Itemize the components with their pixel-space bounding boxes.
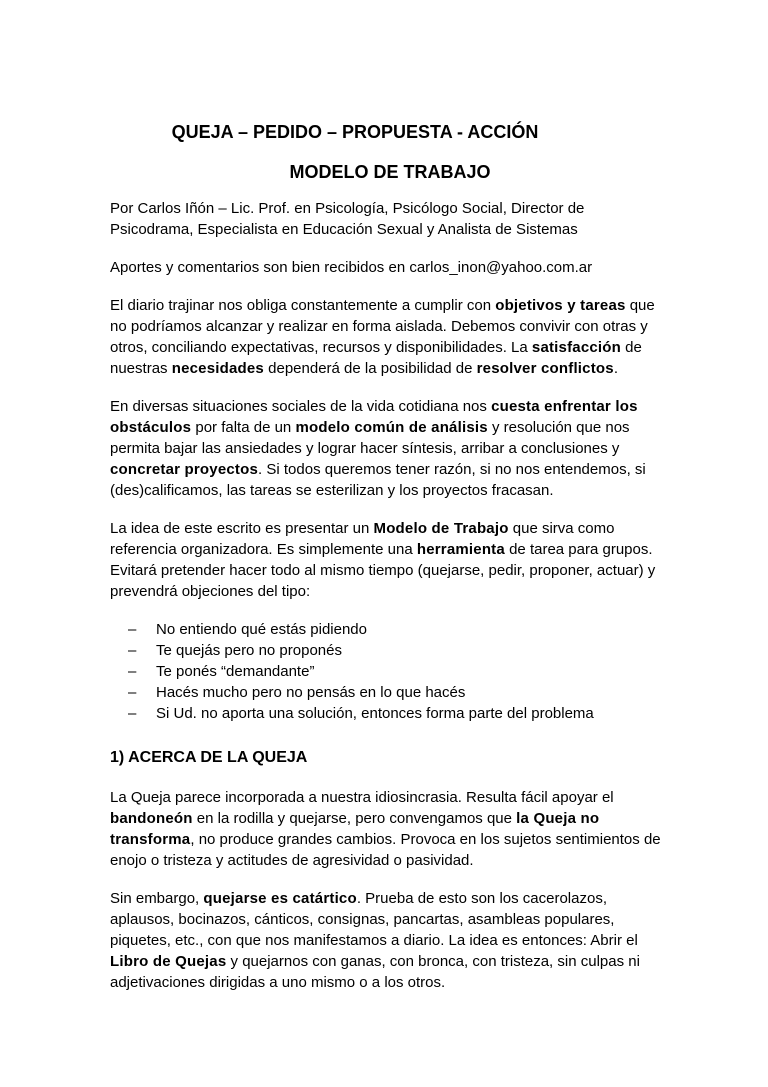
text-run: La Queja parece incorporada a nuestra idiosincrasia. Resulta fácil apoyar el (110, 789, 614, 806)
bold-run: Libro de Quejas (110, 953, 227, 970)
dash-bullet: – (128, 663, 137, 680)
list-item (110, 619, 670, 640)
list-item-text: Hacés mucho pero no pensás en lo que hacés (156, 684, 466, 701)
bold-run: necesidades (171, 360, 264, 377)
paragraph-model (110, 518, 670, 602)
list-item-text: No entiendo qué estás pidiendo (156, 621, 367, 638)
list-item (110, 703, 670, 724)
document-subtitle: MODELO DE TRABAJO (289, 162, 491, 182)
bold-run: cuesta enfrentar los obstáculos (110, 398, 638, 436)
paragraph-catharsis (110, 888, 670, 993)
paragraph-obstacles (110, 396, 670, 501)
paragraph-objectives (110, 295, 670, 379)
section-heading: 1) ACERCA DE LA QUEJA (110, 749, 308, 766)
bold-run: objetivos y tareas (495, 297, 626, 314)
text-run: que no podríamos alcanzar y realizar en forma aislada. Debemos convivir con otras y otros, conciliando expectativas, recursos y disponibilidades. La (110, 297, 655, 356)
bold-run: quejarse es catártico (203, 890, 357, 907)
text-run: , no produce grandes cambios. Provoca en los sujetos sentimientos de enojo o tristeza y actitudes de agresividad o pasividad. (110, 831, 661, 869)
bold-run: resolver conflictos (476, 360, 614, 377)
list-item-text: Te quejás pero no proponés (156, 642, 342, 659)
dash-bullet: – (128, 621, 137, 638)
contact-paragraph: Aportes y comentarios son bien recibidos en carlos_inon@yahoo.com.ar (110, 259, 593, 276)
list-item-text: Si Ud. no aporta una solución, entonces forma parte del problema (156, 705, 594, 722)
bold-run: concretar proyectos (110, 461, 259, 478)
bold-run: bandoneón (110, 810, 193, 827)
text-run: dependerá de la posibilidad de (263, 360, 477, 377)
list-item-text: Te ponés “demandante” (156, 663, 315, 680)
objections-list (110, 619, 670, 724)
list-item (110, 640, 670, 661)
bold-run: modelo común de análisis (295, 419, 488, 436)
text-run: El diario trajinar nos obliga constantemente a cumplir con (110, 297, 496, 314)
text-run: en la rodilla y quejarse, pero convengamos que (192, 810, 517, 827)
text-run: Sin embargo, (110, 890, 204, 907)
text-run: de nuestras (110, 339, 642, 377)
text-run: y resolución que nos permita bajar las ansiedades y lograr hacer síntesis, arribar a conclusiones y (110, 419, 630, 457)
dash-bullet: – (128, 684, 137, 701)
dash-bullet: – (128, 642, 137, 659)
text-run: que sirva como referencia organizadora. Es simplemente una (110, 520, 615, 558)
text-run: . (613, 360, 618, 377)
text-run: . Si todos queremos tener razón, si no nos entendemos, si (des)calificamos, las tareas se esterilizan y los proyectos fracasan. (110, 461, 646, 499)
bold-run: Modelo de Trabajo (373, 520, 509, 537)
bold-run: satisfacción (531, 339, 622, 356)
text-run: . Prueba de esto son los cacerolazos, aplausos, bocinazos, cánticos, consignas, pancartas, asambleas populares, piquetes, etc., con que nos manifestamos a diario. La idea es entonces: Abrir el (110, 890, 638, 949)
author-paragraph: Por Carlos Iñón – Lic. Prof. en Psicología, Psicólogo Social, Director de Psicodrama, Especialista en Educación Sexual y Analista de Sistemas (110, 200, 585, 238)
text-run: En diversas situaciones sociales de la vida cotidiana nos (110, 398, 492, 415)
bold-run: la Queja no transforma (110, 810, 600, 848)
text-run: La idea de este escrito es presentar un (110, 520, 374, 537)
text-run: y quejarnos con ganas, con bronca, con tristeza, sin culpas ni adjetivaciones dirigidas a uno mismo o a los otros. (110, 953, 640, 991)
text-run: de tarea para grupos. Evitará pretender hacer todo al mismo tiempo (quejarse, pedir, proponer, actuar) y prevendrá objeciones del tipo: (110, 541, 656, 600)
document-title: QUEJA – PEDIDO – PROPUESTA - ACCIÓN (171, 122, 539, 142)
text-run: por falta de un (191, 419, 296, 436)
document-page (110, 120, 670, 993)
bold-run: herramienta (416, 541, 505, 558)
list-item (110, 661, 670, 682)
dash-bullet: – (128, 705, 137, 722)
paragraph-complaint (110, 787, 670, 871)
list-item (110, 682, 670, 703)
